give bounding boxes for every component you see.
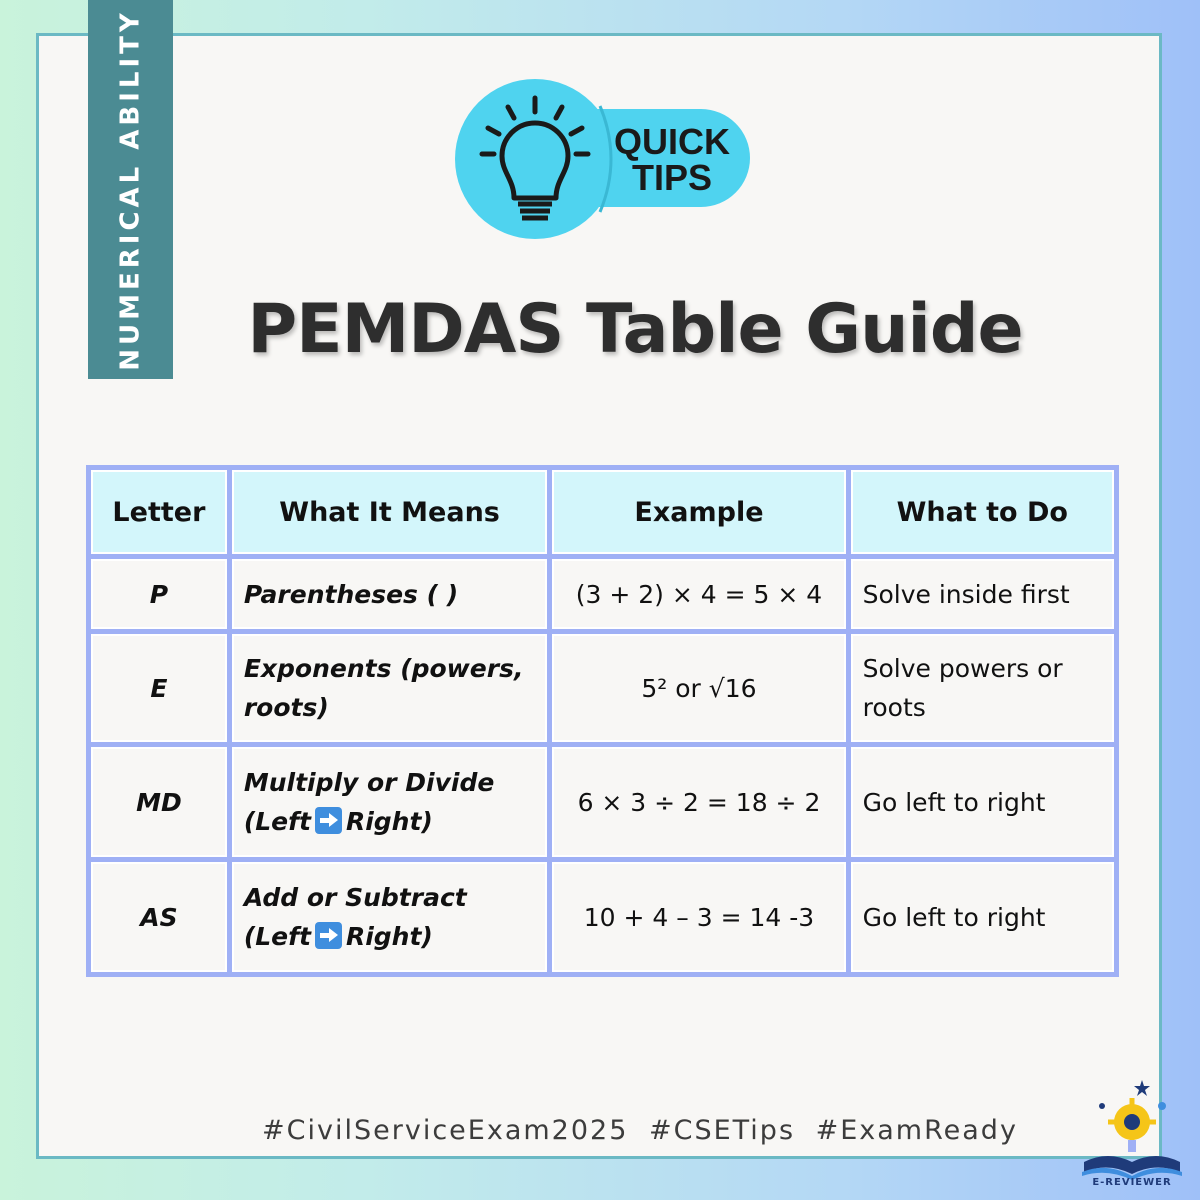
cell-example: 6 × 3 ÷ 2 = 18 ÷ 2 [552,747,845,857]
cell-letter: MD [91,747,227,857]
meaning-text: roots) [243,693,329,722]
todo-text: Go left to right [862,902,1046,932]
hashtags: #CivilServiceExam2025 #CSETips #ExamReady [262,1115,1018,1146]
cell-meaning [232,559,547,629]
todo-text: roots [862,693,926,722]
cell-todo [851,634,1114,742]
meaning-text: (Left [243,922,311,951]
cell-todo [851,747,1114,857]
cell-meaning [232,747,547,857]
todo-text: Solve powers or [862,654,1063,683]
table-header-row [91,470,1114,554]
table-row [91,862,1114,972]
cell-todo [851,559,1114,629]
pemdas-table [86,465,1119,977]
header-todo: What to Do [851,470,1114,554]
todo-text: Go left to right [862,787,1046,817]
meaning-text: Right) [345,922,433,951]
right-arrow-icon [315,922,342,949]
badge-line1: QUICK [614,121,730,162]
cell-example: 10 + 4 – 3 = 14 -3 [552,862,845,972]
header-meaning: What It Means [232,470,547,554]
meaning-text: Right) [345,807,433,836]
right-arrow-icon [315,807,342,834]
todo-text: Solve inside first [862,579,1070,609]
table-row [91,559,1114,629]
brand-name: E-REVIEWER [1092,1177,1172,1188]
meaning-text: Exponents (powers, [243,654,524,683]
cell-meaning [232,634,547,742]
header-example: Example [552,470,845,554]
page-title: PEMDAS Table Guide [247,290,1023,369]
book-gear-logo-icon [1080,1076,1184,1192]
meaning-text: (Left [243,807,311,836]
cell-example: (3 + 2) × 4 = 5 × 4 [552,559,845,629]
table-row [91,747,1114,857]
meaning-text: Add or Subtract [243,883,467,912]
badge-line2: TIPS [631,157,713,198]
table-row [91,634,1114,742]
quick-tips-badge [452,76,752,242]
cell-todo [851,862,1114,972]
meaning-text: Multiply or Divide [243,768,495,797]
cell-letter: P [91,559,227,629]
meaning-text: Parentheses ( ) [243,579,459,609]
cell-letter: AS [91,862,227,972]
header-letter: Letter [91,470,227,554]
cell-example: 5² or √16 [552,634,845,742]
side-category-label: NUMERICAL ABILITY [115,8,146,371]
cell-meaning [232,862,547,972]
cell-letter: E [91,634,227,742]
